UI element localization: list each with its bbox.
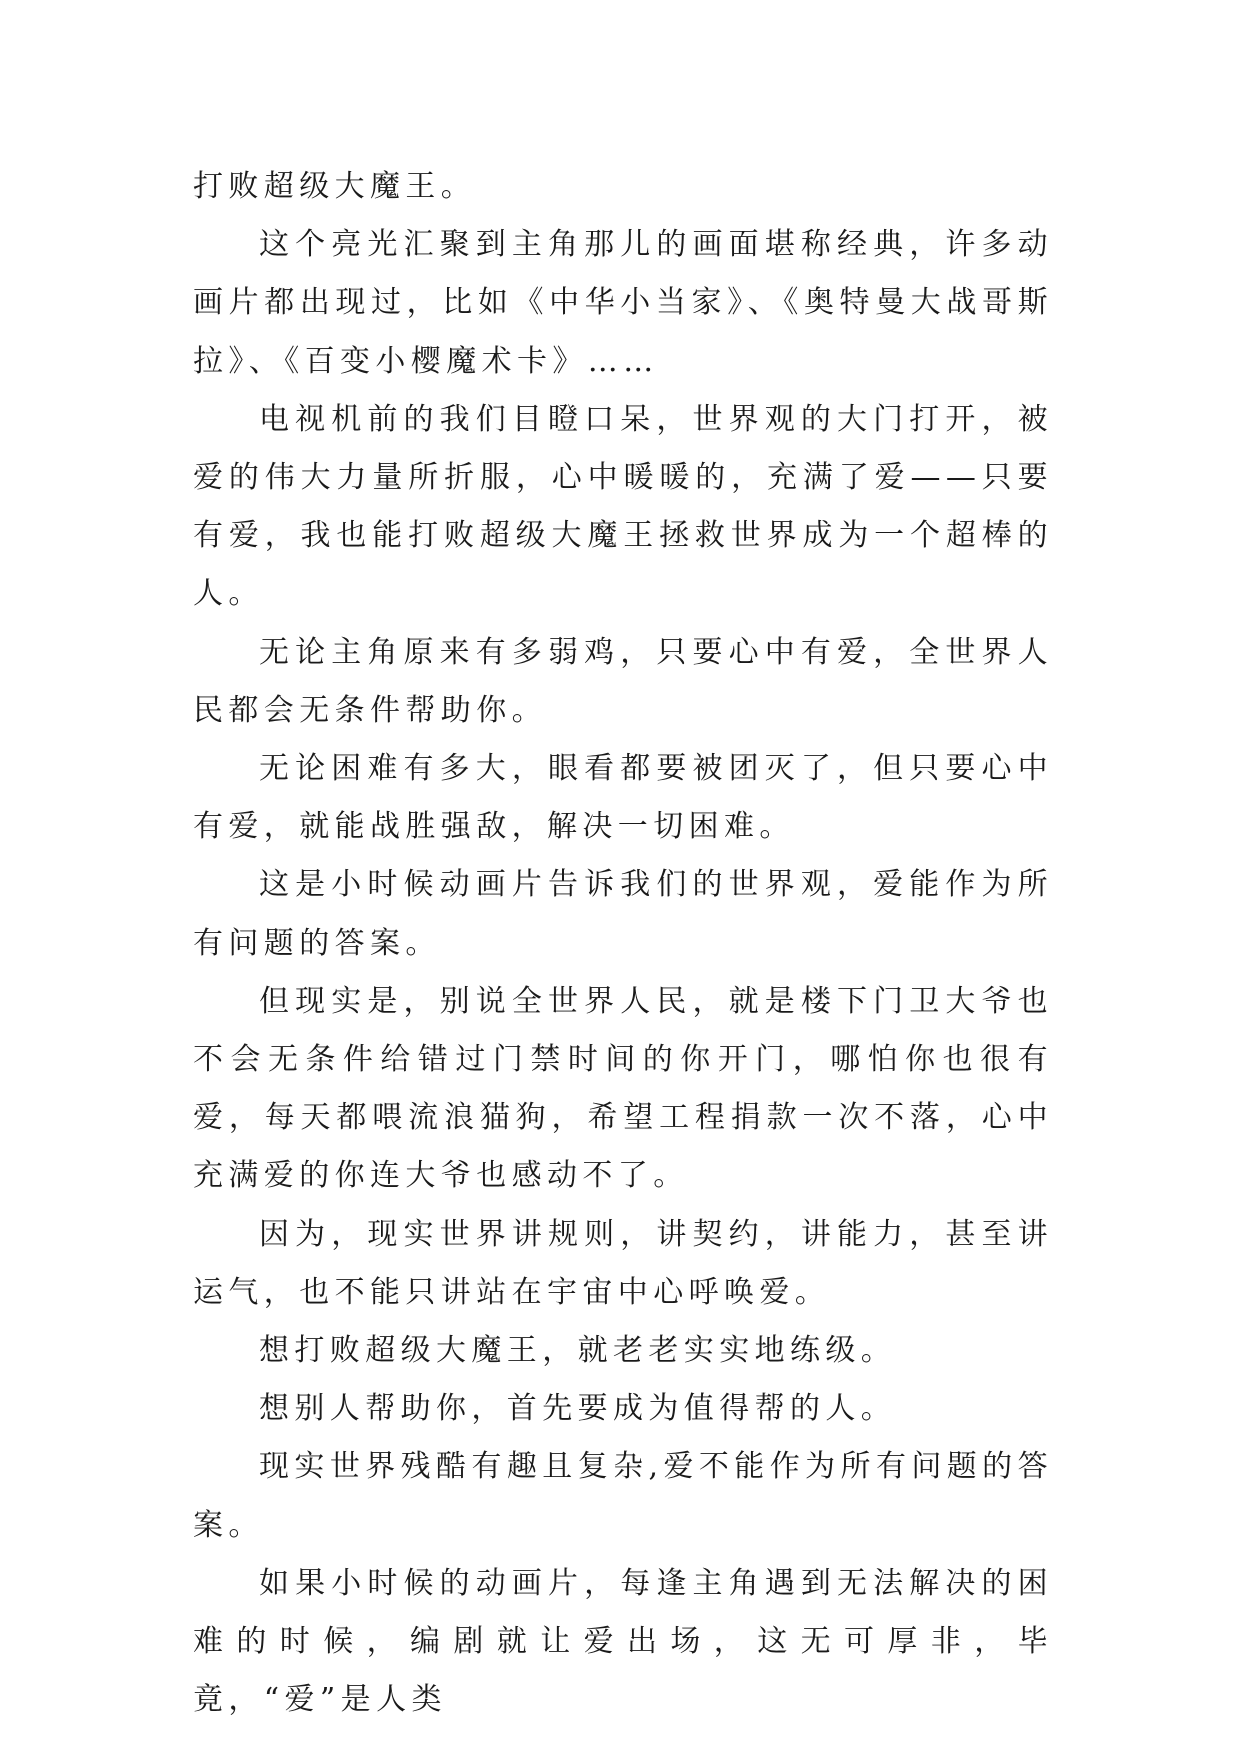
paragraph: 这个亮光汇聚到主角那儿的画面堪称经典，许多动画片都出现过，比如《中华小当家》、《奥特曼大战哥斯拉》、《百变小樱魔术卡》…… xyxy=(193,227,1053,379)
paragraph: 想别人帮助你，首先要成为值得帮的人。 xyxy=(259,1391,897,1427)
article-body xyxy=(193,158,1053,1729)
paragraph: 无论主角原来有多弱鸡，只要心中有爱，全世界人民都会无条件帮助你。 xyxy=(193,634,1053,728)
paragraph: 无论困难有多大，眼看都要被团灭了，但只要心中有爱，就能战胜强敌，解决一切困难。 xyxy=(193,751,1053,845)
paragraph: 这是小时候动画片告诉我们的世界观，爱能作为所有问题的答案。 xyxy=(193,867,1053,961)
paragraph: 但现实是，别说全世界人民，就是楼下门卫大爷也不会无条件给错过门禁时间的你开门，哪怕你也很有爱，每天都喂流浪猫狗，希望工程捐款一次不落，心中充满爱的你连大爷也感动不了。 xyxy=(193,983,1053,1194)
paragraph: 打败超级大魔王。 xyxy=(193,169,477,204)
paragraph: 因为，现实世界讲规则，讲契约，讲能力，甚至讲运气，也不能只讲站在宇宙中心呼唤爱。 xyxy=(193,1216,1053,1310)
paragraph: 电视机前的我们目瞪口呆，世界观的大门打开，被爱的伟大力量所折服，心中暖暖的，充满了爱——只要有爱，我也能打败超级大魔王拯救世界成为一个超棒的人。 xyxy=(193,401,1053,612)
paragraph: 想打败超级大魔王，就老老实实地练级。 xyxy=(259,1333,897,1369)
paragraph: 现实世界残酷有趣且复杂,爱不能作为所有问题的答案。 xyxy=(193,1449,1053,1543)
paragraph: 如果小时候的动画片，每逢主角遇到无法解决的困难的时候，编剧就让爱出场，这无可厚非，毕竟，“爱”是人类 xyxy=(193,1565,1053,1718)
